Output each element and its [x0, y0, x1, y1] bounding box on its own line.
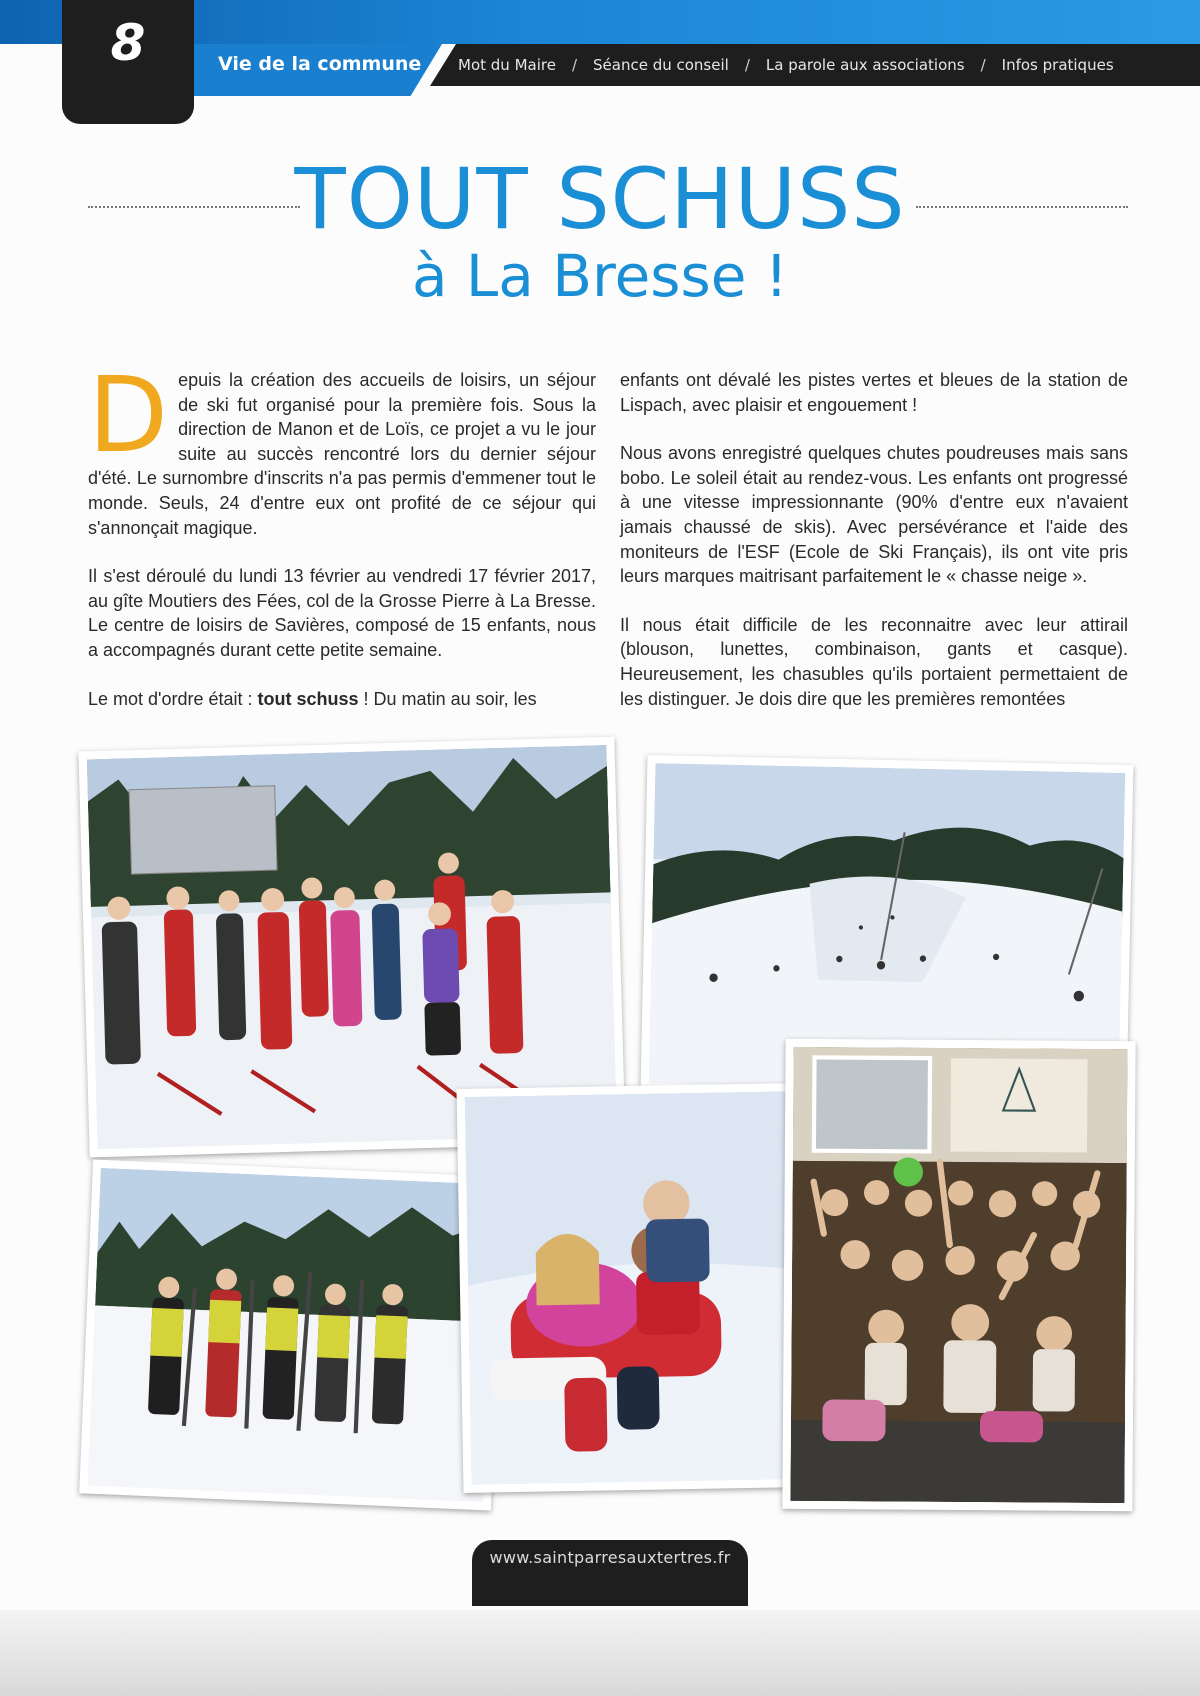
paragraph: Nous avons enregistré quelques chutes poudreuses mais sans bobo. Le soleil était au rendez-vous. Les enfants ont progressé à une vitesse impressionnante (90% d'entre eux n'avaient jamais chaussé de skis). Avec persévérance et l'aide des moniteurs de l'ESF (Ecole de Ski Français), ils ont vite pris leurs marques maitrisant parfaitement le « chasse neige ».	[620, 443, 1128, 587]
section-nav	[458, 56, 1114, 74]
drop-cap: D	[88, 354, 169, 476]
website-link[interactable]: www.saintparresauxtertres.fr	[489, 1548, 731, 1567]
nav-item-parole-aux-associations[interactable]: La parole aux associations	[765, 56, 965, 74]
page-number: 8	[110, 14, 146, 72]
bold-text: tout schuss	[257, 688, 359, 709]
nav-item-seance-du-conseil[interactable]: Séance du conseil	[593, 56, 729, 74]
paragraph	[88, 687, 596, 712]
paragraph: Il nous était difficile de les reconnaitre avec leur attirail (blouson, lunettes, combinaison, gants et casque). Heureusement, les chasubles qu'ils portaient permettaient de les distinguer. Je dois dire que les premières remontées	[620, 614, 1128, 709]
nav-separator: /	[571, 56, 577, 74]
paragraph-text: Le mot d'ordre était :	[88, 688, 258, 709]
article-column-left	[88, 354, 596, 735]
paragraph-text: epuis la création des accueils de loisirs, un séjour de ski fut organisé pour la première fois. Sous la direction de Manon et de Loïs, ce projet a vu le jour suite au succès rencontré lors du dernier séjour d'été. Le surnombre d'inscrits n'a pas permis d'emmener tout le monde. Seuls, 24 d'entre eux ont profité de ce séjour qui s'annonçait magique.	[88, 370, 596, 538]
nav-item-mot-du-maire[interactable]: Mot du Maire	[458, 56, 556, 74]
article-title: TOUT SCHUSS	[294, 150, 906, 248]
photo-sledging	[457, 1083, 806, 1493]
nav-separator: /	[744, 56, 750, 74]
article-subtitle: à La Bresse !	[411, 242, 789, 310]
scan-margin	[0, 1610, 1200, 1696]
paragraph	[88, 354, 596, 540]
photo-indoor-party	[782, 1039, 1135, 1511]
paragraph: enfants ont dévalé les pistes vertes et bleues de la station de Lispach, avec plaisir et engouement !	[620, 370, 1128, 415]
nav-separator: /	[980, 56, 986, 74]
section-title: Vie de la commune	[218, 53, 422, 75]
photo-kids-with-skis	[79, 1160, 505, 1511]
article-column-right	[620, 368, 1128, 735]
paragraph-text: ! Du matin au soir, les	[358, 688, 537, 709]
nav-item-infos-pratiques[interactable]: Infos pratiques	[1001, 56, 1114, 74]
paragraph: Il s'est déroulé du lundi 13 février au vendredi 17 février 2017, au gîte Moutiers des Fées, col de la Grosse Pierre à La Bresse. Le centre de loisirs de Savières, composé de 15 enfants, nous a accompagnés durant cette petite semaine.	[88, 566, 596, 660]
